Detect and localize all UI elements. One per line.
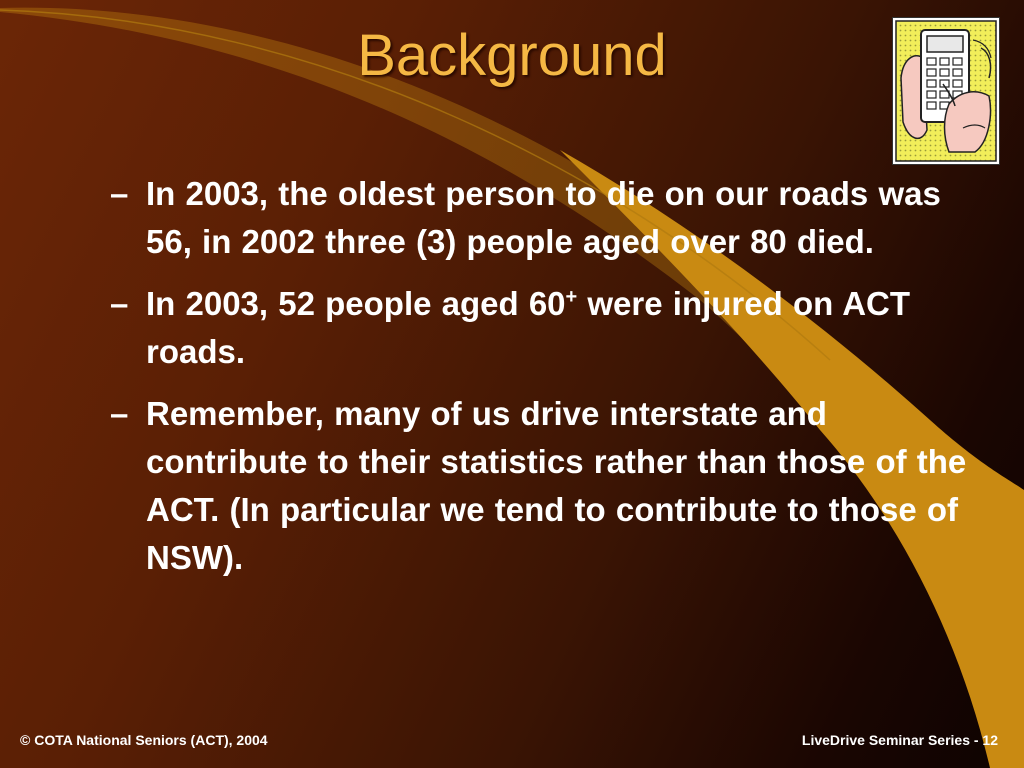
calculator-hands-icon [892,17,1000,165]
bullet-marker: – [110,285,129,322]
bullet-item [110,170,990,266]
footer-series-page: LiveDrive Seminar Series - 12 [801,732,998,748]
bullet-text: Remember, many of us drive interstate and contribute to their statistics rather than those of the ACT. (In particular we tend to contribute to those of NSW). [146,395,967,576]
bullet-marker: – [110,175,129,212]
slide-title: Background [357,23,667,88]
bullet-list [110,170,990,596]
bullet-text-part: In 2003, 52 people aged 60 [146,285,566,322]
bullet-marker: – [110,395,129,432]
footer-copyright: © COTA National Seniors (ACT), 2004 [20,732,268,748]
bullet-text-part: were injured on ACT roads. [146,285,911,370]
superscript-plus: + [565,286,578,308]
bullet-item [110,390,990,582]
bullet-item [110,280,990,376]
bullet-text: In 2003, the oldest person to die on our roads was 56, in 2002 three (3) people aged over 80 died. [146,175,941,260]
bullet-text [146,280,976,376]
